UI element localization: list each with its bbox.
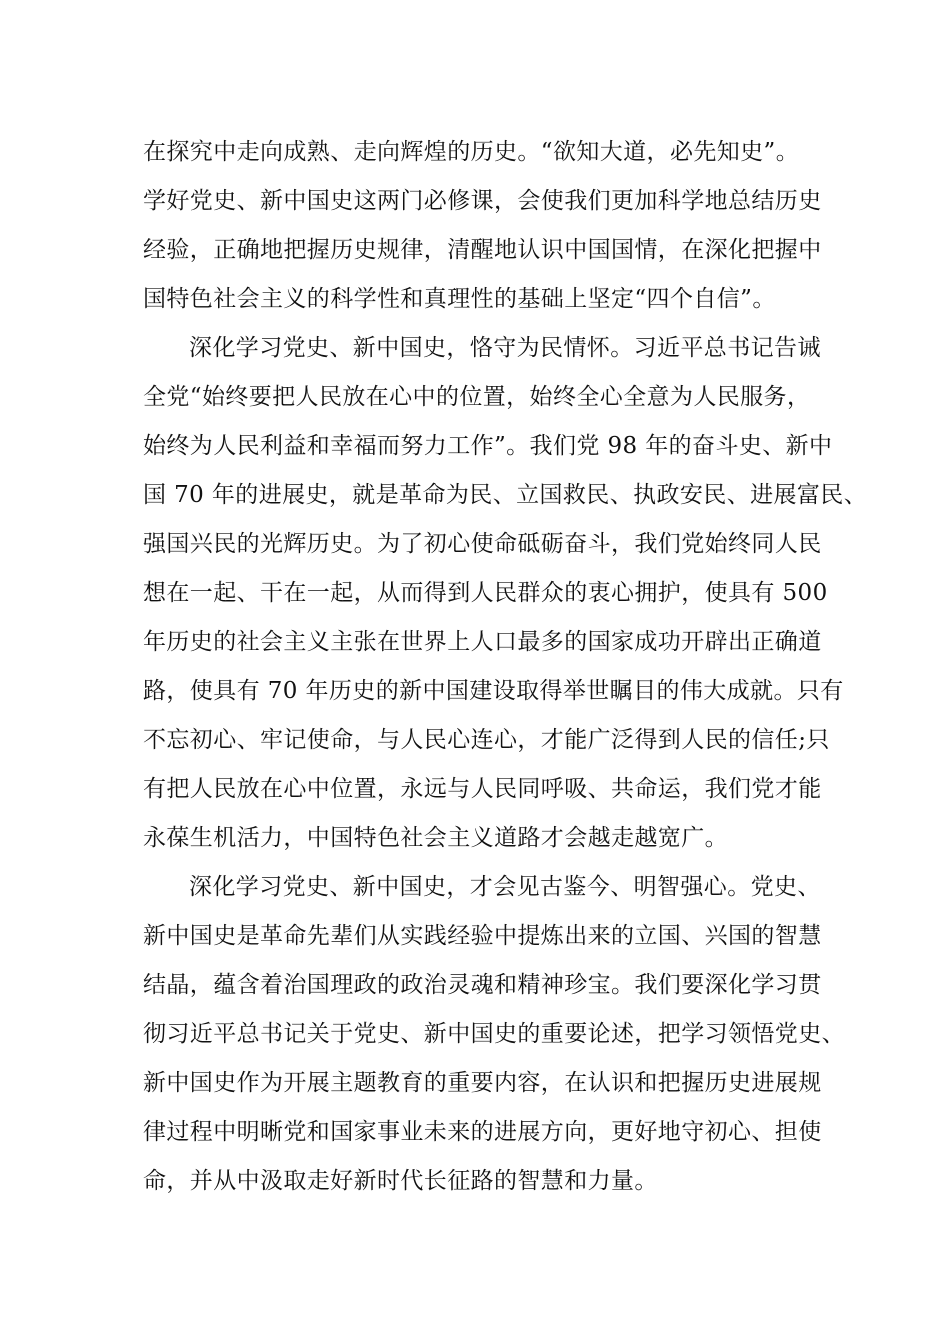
text-line: 国特色社会主义的科学性和真理性的基础上坚定“四个自信”。 [143, 286, 776, 312]
text-line: 永葆生机活力，中国特色社会主义道路才会越走越宽广。 [143, 825, 728, 851]
paragraph-2 [143, 324, 868, 863]
paragraph-1 [143, 128, 833, 324]
text-line: 始终为人民利益和幸福而努力工作”。我们党 98 年的奋斗史、新中 [143, 433, 833, 459]
paragraph-3 [143, 863, 845, 1206]
text-line: 新中国史是革命先辈们从实践经验中提炼出来的立国、兴国的智慧 [143, 923, 822, 949]
text-line-indented: 深化学习党史、新中国史，才会见古鉴今、明智强心。党史、 [189, 874, 821, 900]
text-line: 学好党史、新中国史这两门必修课，会使我们更加科学地总结历史 [143, 188, 822, 214]
text-line: 全党“始终要把人民放在心中的位置，始终全心全意为人民服务， [143, 384, 811, 410]
text-line: 想在一起、干在一起，从而得到人民群众的衷心拥护，使具有 500 [143, 580, 828, 606]
text-line: 强国兴民的光辉历史。为了初心使命砥砺奋斗，我们党始终同人民 [143, 531, 822, 557]
text-line: 在探究中走向成熟、走向辉煌的历史。“欲知大道，必先知史”。 [143, 139, 800, 165]
text-line-indented: 深化学习党史、新中国史，恪守为民情怀。习近平总书记告诫 [189, 335, 821, 361]
text-line: 彻习近平总书记关于党史、新中国史的重要论述，把学习领悟党史、 [143, 1021, 845, 1047]
text-line: 年历史的社会主义主张在世界上人口最多的国家成功开辟出正确道 [143, 629, 822, 655]
text-line: 经验，正确地把握历史规律，清醒地认识中国国情，在深化把握中 [143, 237, 822, 263]
text-line: 命，并从中汲取走好新时代长征路的智慧和力量。 [143, 1168, 658, 1194]
text-line: 国 70 年的进展史，就是革命为民、立国救民、执政安民、进展富民、 [143, 482, 868, 508]
text-line: 律过程中明晰党和国家事业未来的进展方向，更好地守初心、担使 [143, 1119, 822, 1145]
text-line: 结晶，蕴含着治国理政的政治灵魂和精神珍宝。我们要深化学习贯 [143, 972, 822, 998]
text-line: 路，使具有 70 年历史的新中国建设取得举世瞩目的伟大成就。只有 [143, 678, 844, 704]
text-line: 不忘初心、牢记使命，与人民心连心，才能广泛得到人民的信任;只 [143, 727, 830, 753]
body-text [143, 128, 868, 1206]
text-line: 有把人民放在心中位置，永远与人民同呼吸、共命运，我们党才能 [143, 776, 822, 802]
text-line: 新中国史作为开展主题教育的重要内容，在认识和把握历史进展规 [143, 1070, 822, 1096]
